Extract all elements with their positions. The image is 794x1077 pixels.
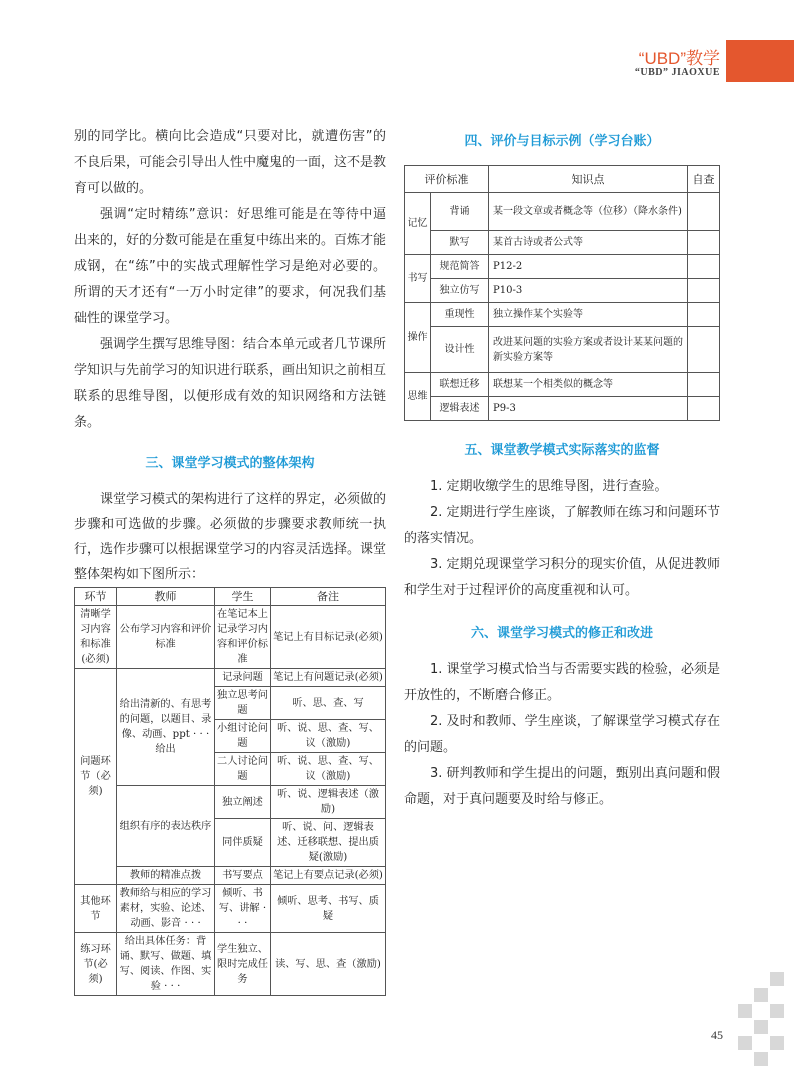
self-check-cell	[688, 397, 720, 421]
decorative-block	[754, 988, 768, 1002]
table-cell: 笔记上有目标记录(必须)	[271, 606, 386, 669]
table-cell: P12-2	[489, 255, 688, 279]
table-cell: 记录问题	[215, 669, 271, 687]
section-heading-6: 六、课堂学习模式的修正和改进	[470, 626, 653, 641]
decorative-block	[770, 972, 784, 986]
table-cell: 独立操作某个实验等	[489, 303, 688, 327]
decorative-block	[754, 1020, 768, 1034]
paragraph: 3. 定期兑现课堂学习积分的现实价值，从促进教师和学生对于过程评价的高度重视和认可。	[404, 557, 720, 598]
table-cell: 听、思、查、写	[271, 687, 386, 720]
self-check-cell	[688, 255, 720, 279]
table-cell: 联想迁移	[431, 373, 489, 397]
paragraph: 1. 定期收缴学生的思维导图，进行查验。	[430, 479, 668, 494]
table-cell: P10-3	[489, 279, 688, 303]
table-cell: 独立阐述	[215, 786, 271, 819]
section-heading-4: 四、评价与目标示例（学习台账）	[464, 134, 660, 149]
self-check-cell	[688, 303, 720, 327]
table-cell: 笔记上有问题记录(必须)	[271, 669, 386, 687]
table-cell: 学生独立、限时完成任务	[215, 933, 271, 996]
header-title: “UBD”教学	[638, 49, 720, 68]
right-column	[404, 124, 720, 813]
table-cell: 听、说、逻辑表述（激励)	[271, 786, 386, 819]
decorative-block	[770, 1036, 784, 1050]
header-subtitle: “UBD” JIAOXUE	[634, 67, 720, 78]
table-cell: 问题环节（必须)	[75, 669, 117, 885]
self-check-cell	[688, 373, 720, 397]
self-check-cell	[688, 327, 720, 373]
table-cell: 默写	[431, 231, 489, 255]
table-cell: 倾听、书写、讲解 · · ·	[215, 885, 271, 933]
table-cell: 书写要点	[215, 867, 271, 885]
paragraph: 1. 课堂学习模式恰当与否需要实践的检验，必须是开放性的，不断磨合修正。	[404, 662, 720, 703]
decorative-block	[738, 1004, 752, 1018]
table-cell: 公布学习内容和评价标准	[117, 606, 215, 669]
paragraph: 3. 研判教师和学生提出的问题，甄别出真问题和假命题，对于真问题要及时给与修正。	[404, 766, 720, 807]
table-cell: 读、写、思、查（激励)	[271, 933, 386, 996]
table-cell: 给出具体任务：背诵、默写、做题、填写、阅读、作图、实验 · · ·	[117, 933, 215, 996]
self-check-cell	[688, 231, 720, 255]
table-header-cell: 知识点	[489, 166, 688, 193]
table-cell: 思维	[405, 373, 431, 421]
table-cell: 二人讨论问题	[215, 753, 271, 786]
self-check-cell	[688, 279, 720, 303]
assessment-table	[404, 165, 720, 421]
table-cell: 其他环节	[75, 885, 117, 933]
table-cell: 规范简答	[431, 255, 489, 279]
table-cell: 听、说、思、查、写、议（激励)	[271, 720, 386, 753]
table-cell: 倾听、思考、书写、质疑	[271, 885, 386, 933]
table-header-cell: 备注	[271, 588, 386, 606]
paragraph: 2. 定期进行学生座谈，了解教师在练习和问题环节的落实情况。	[404, 505, 720, 546]
table-cell: 背诵	[431, 193, 489, 231]
self-check-cell	[688, 193, 720, 231]
decorative-block	[754, 1052, 768, 1066]
table-cell: 小组讨论问题	[215, 720, 271, 753]
table-cell: 笔记上有要点记录(必须)	[271, 867, 386, 885]
table-cell: 清晰学习内容和标准(必须)	[75, 606, 117, 669]
table-cell: 某一段文章或者概念等（位移）（降水条件)	[489, 193, 688, 231]
page-number: 45	[711, 1028, 723, 1042]
paragraph: 强调“定时精练”意识：好思维可能是在等待中逼出来的，好的分数可能是在重复中练出来的。百炼才能成钢，在“练”中的实战式理解性学习是绝对必要的。所谓的天才还有“一万小时定律”的要求，何况我们基础性的课堂学习。	[74, 207, 387, 326]
table-cell: 听、说、思、查、写、议（激励)	[271, 753, 386, 786]
table-cell: 重现性	[431, 303, 489, 327]
table-cell: 记忆	[405, 193, 431, 255]
paragraph: 强调学生撰写思维导图：结合本单元或者几节课所学知识与先前学习的知识进行联系，画出知识之前相互联系的思维导图，以便形成有效的知识网络和方法链条。	[74, 337, 387, 430]
table-header-cell: 学生	[215, 588, 271, 606]
table-cell: 在笔记本上记录学习内容和评价标准	[215, 606, 271, 669]
decorative-block	[738, 1036, 752, 1050]
table-cell: 教师的精准点拨	[117, 867, 215, 885]
table-cell: 某首古诗或者公式等	[489, 231, 688, 255]
section-heading-5: 五、课堂教学模式实际落实的监督	[464, 443, 660, 458]
table-cell: P9-3	[489, 397, 688, 421]
structure-table	[74, 587, 386, 996]
table-cell: 同伴质疑	[215, 819, 271, 867]
table-cell: 练习环节(必须)	[75, 933, 117, 996]
table-cell: 联想某一个相类似的概念等	[489, 373, 688, 397]
table-cell: 独立仿写	[431, 279, 489, 303]
left-column	[74, 124, 386, 996]
header-color-band	[726, 40, 794, 82]
table-cell: 书写	[405, 255, 431, 303]
decorative-block	[770, 1004, 784, 1018]
table-header-cell: 教师	[117, 588, 215, 606]
paragraph: 别的同学比。横向比会造成“只要对比，就遭伤害”的不良后果，可能会引导出人性中魔鬼的一面，这不是教育可以做的。	[74, 129, 387, 196]
paragraph: 课堂学习模式的架构进行了这样的界定，必须做的步骤和可选做的步骤。必须做的步骤要求教师统一执行，选作步骤可以根据课堂学习的内容灵活选择。课堂整体架构如下图所示：	[74, 492, 387, 582]
section-heading-3: 三、课堂学习模式的整体架构	[145, 456, 315, 471]
table-cell: 操作	[405, 303, 431, 373]
table-cell: 设计性	[431, 327, 489, 373]
paragraph: 2. 及时和教师、学生座谈，了解课堂学习模式存在的问题。	[404, 714, 720, 755]
table-header-cell: 评价标准	[405, 166, 489, 193]
table-cell: 听、说、问、逻辑表述、迁移联想、提出质疑(激励)	[271, 819, 386, 867]
table-header-cell: 环节	[75, 588, 117, 606]
table-header-cell: 自查	[688, 166, 720, 193]
table-cell: 独立思考问题	[215, 687, 271, 720]
table-cell: 给出清新的、有思考的问题，以题目、录像、动画、ppt · · · 给出	[117, 669, 215, 786]
table-cell: 逻辑表述	[431, 397, 489, 421]
table-cell: 改进某问题的实验方案或者设计某某问题的新实验方案等	[489, 327, 688, 373]
table-cell: 组织有序的表达秩序	[117, 786, 215, 867]
table-cell: 教师给与相应的学习素材，实验、论述、动画、影音 · · ·	[117, 885, 215, 933]
